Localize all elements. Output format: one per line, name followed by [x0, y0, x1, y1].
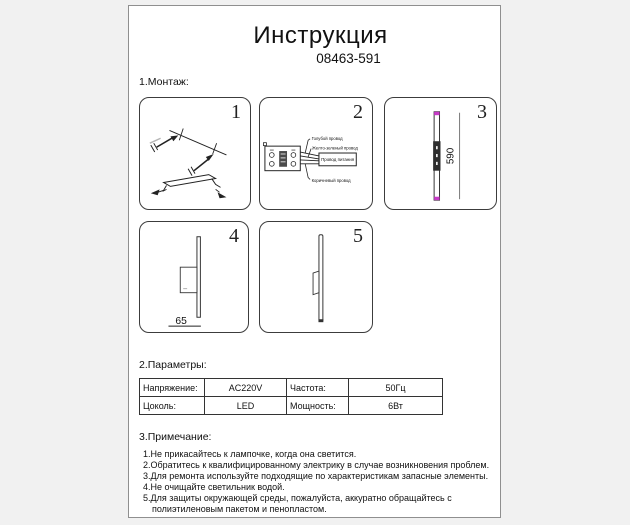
panel-number: 4 — [229, 225, 239, 247]
param-value-power: 6Вт — [349, 397, 443, 415]
panel-number: 2 — [353, 101, 363, 123]
diagram-panel-3-length — [384, 97, 497, 210]
param-label-power: Мощность: — [287, 397, 349, 415]
diagram-panel-4-depth — [139, 221, 249, 333]
note-item: 4.Не очищайте светильник водой. — [143, 482, 285, 492]
dimension-65: 65 — [175, 316, 187, 328]
note-item: 5.Для защиты окружающей среды, пожалуйста, аккуратно обращайтесь с полиэтиленовым пакетом и пенопластом. — [143, 493, 452, 514]
diagram-panel-5-mounted — [259, 221, 373, 333]
param-label-frequency: Частота: — [287, 379, 349, 397]
param-label-socket: Цоколь: — [140, 397, 205, 415]
model-number: 08463-591 — [316, 51, 381, 66]
panel-number: 3 — [477, 101, 487, 123]
page-title: Инструкция — [253, 22, 388, 49]
parameters-table — [139, 378, 443, 415]
wire-label-yellow-green: Желто-зеленый провод — [312, 145, 358, 151]
section-heading-montage: 1.Монтаж: — [139, 76, 189, 88]
panel-number: 1 — [231, 101, 241, 123]
diagram-panel-2-wiring — [259, 97, 373, 210]
section-heading-notes: 3.Примечание: — [139, 431, 212, 443]
instruction-sheet — [128, 5, 501, 518]
note-item: 2.Обратитесь к квалифицированному электрику в случае возникновения проблем. — [143, 460, 490, 470]
dimension-590: 590 — [445, 147, 457, 165]
table-row — [140, 397, 443, 415]
notes-list — [143, 449, 495, 515]
diagram-panel-1-mounting — [139, 97, 251, 210]
param-value-voltage: AC220V — [205, 379, 287, 397]
param-label-voltage: Напряжение: — [140, 379, 205, 397]
wire-label-power: Провод питания — [321, 157, 355, 163]
panel-number: 5 — [353, 225, 363, 247]
wire-label-brown: Коричневый провод — [311, 177, 351, 183]
note-item: 1.Не прикасайтесь к лампочке, когда она светится. — [143, 449, 357, 459]
param-value-socket: LED — [205, 397, 287, 415]
section-heading-parameters: 2.Параметры: — [139, 359, 207, 371]
table-row — [140, 379, 443, 397]
wire-label-blue: Голубой провод — [311, 136, 343, 142]
note-item: 3.Для ремонта используйте подходящие по характеристикам запасные элементы. — [143, 471, 489, 481]
param-value-frequency: 50Гц — [349, 379, 443, 397]
